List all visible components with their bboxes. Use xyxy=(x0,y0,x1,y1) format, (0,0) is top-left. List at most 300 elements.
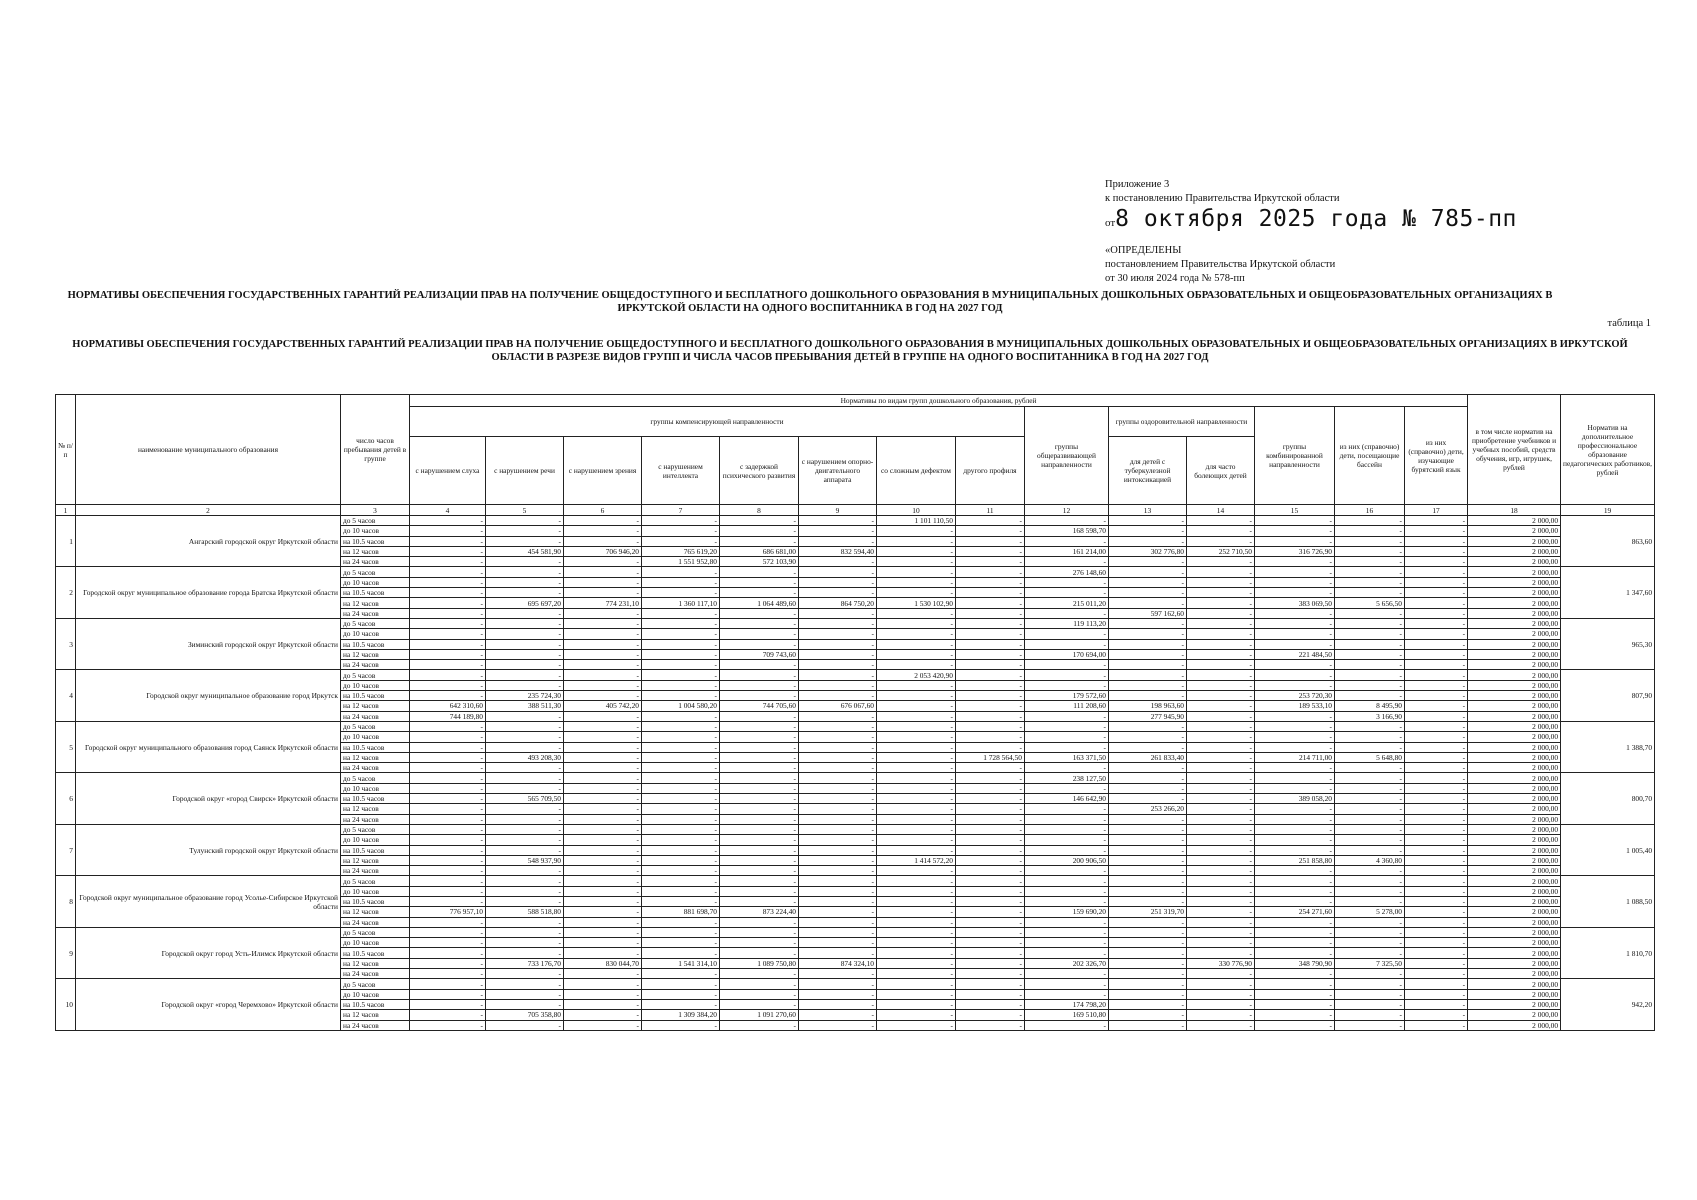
table-cell: - xyxy=(564,896,642,906)
table-cell: - xyxy=(642,876,720,886)
row-number: 6 xyxy=(56,773,76,824)
hours-label: на 12 часов xyxy=(341,855,410,865)
table-cell: - xyxy=(799,794,877,804)
header-num: № п/п xyxy=(56,395,76,505)
table-cell: - xyxy=(410,896,486,906)
table-cell: 1 101 110,50 xyxy=(877,516,956,526)
table-cell: - xyxy=(877,886,956,896)
table-cell: 2 000,00 xyxy=(1468,917,1561,927)
table-cell: - xyxy=(1187,516,1255,526)
table-cell: - xyxy=(1187,886,1255,896)
header-general: группы общеразвивающей направленности xyxy=(1025,407,1109,505)
table-cell: - xyxy=(1109,783,1187,793)
column-number: 5 xyxy=(486,505,564,516)
municipality-name: Тулунский городской округ Иркутской области xyxy=(76,824,341,875)
table-cell: - xyxy=(1405,526,1468,536)
table-cell: - xyxy=(956,938,1025,948)
table-cell: - xyxy=(410,516,486,526)
table-cell: - xyxy=(956,567,1025,577)
table-cell: - xyxy=(1187,845,1255,855)
table-cell: - xyxy=(1109,649,1187,659)
table-cell: - xyxy=(1335,732,1405,742)
table-cell: - xyxy=(1255,835,1335,845)
table-cell: 744 705,60 xyxy=(720,701,799,711)
table-cell: - xyxy=(1109,896,1187,906)
table-cell: 2 000,00 xyxy=(1468,721,1561,731)
table-cell: - xyxy=(410,845,486,855)
hours-label: на 24 часов xyxy=(341,660,410,670)
table-cell: - xyxy=(1187,927,1255,937)
table-cell: - xyxy=(1335,557,1405,567)
table-cell: 1 089 750,80 xyxy=(720,958,799,968)
table-cell: - xyxy=(1255,763,1335,773)
municipality-name: Городской округ «город Черемхово» Иркутской области xyxy=(76,979,341,1030)
table-cell: 1 530 102,90 xyxy=(877,598,956,608)
table-cell: - xyxy=(799,783,877,793)
table-cell: - xyxy=(1405,969,1468,979)
table-cell: - xyxy=(720,618,799,628)
municipality-name: Городской округ муниципального образования город Саянск Иркутской области xyxy=(76,721,341,772)
table-cell: - xyxy=(1255,577,1335,587)
table-cell: - xyxy=(1335,577,1405,587)
column-number: 13 xyxy=(1109,505,1187,516)
table-cell: - xyxy=(486,649,564,659)
table-cell: - xyxy=(877,783,956,793)
table-cell: - xyxy=(1405,608,1468,618)
hours-label: до 5 часов xyxy=(341,927,410,937)
header-complex: со сложным дефектом xyxy=(877,437,956,505)
table-cell: 2 000,00 xyxy=(1468,639,1561,649)
table-cell: - xyxy=(956,896,1025,906)
header-health: группы оздоровительной направленности xyxy=(1109,407,1255,437)
table-cell: 695 697,20 xyxy=(486,598,564,608)
table-cell: - xyxy=(1335,866,1405,876)
table-cell: - xyxy=(1255,979,1335,989)
table-cell: 330 776,90 xyxy=(1187,958,1255,968)
municipality-name: Городской округ муниципальное образование город Иркутск xyxy=(76,670,341,721)
table-cell: - xyxy=(877,752,956,762)
header-buryat: из них (справочно) дети, изучающие бурятский язык xyxy=(1405,407,1468,505)
table-cell: - xyxy=(799,763,877,773)
table-cell: - xyxy=(1335,969,1405,979)
table-cell: - xyxy=(410,866,486,876)
table-cell: 2 000,00 xyxy=(1468,670,1561,680)
table-cell: 565 709,50 xyxy=(486,794,564,804)
table-cell: 873 224,40 xyxy=(720,907,799,917)
table-cell: - xyxy=(1025,783,1109,793)
table-cell: - xyxy=(642,639,720,649)
table-cell: - xyxy=(799,629,877,639)
hours-label: на 12 часов xyxy=(341,649,410,659)
table-cell: - xyxy=(956,639,1025,649)
table-cell: 168 598,70 xyxy=(1025,526,1109,536)
table-cell: - xyxy=(564,732,642,742)
table-cell: - xyxy=(1405,742,1468,752)
table-cell: - xyxy=(410,927,486,937)
table-cell: - xyxy=(1109,742,1187,752)
table-cell: - xyxy=(1109,763,1187,773)
table-cell: 2 000,00 xyxy=(1468,886,1561,896)
table-cell: - xyxy=(799,516,877,526)
table-cell: 832 594,40 xyxy=(799,546,877,556)
table-cell: 2 000,00 xyxy=(1468,629,1561,639)
table-cell: - xyxy=(1187,917,1255,927)
table-cell: - xyxy=(1109,629,1187,639)
table-cell: - xyxy=(1109,845,1187,855)
table-cell: - xyxy=(486,969,564,979)
table-cell: - xyxy=(799,866,877,876)
table-cell: - xyxy=(564,536,642,546)
table-cell: - xyxy=(564,835,642,845)
column-number: 14 xyxy=(1187,505,1255,516)
table-cell: - xyxy=(410,773,486,783)
table-cell: - xyxy=(799,1010,877,1020)
table-cell: - xyxy=(877,938,956,948)
table-cell: - xyxy=(1187,691,1255,701)
table-cell: - xyxy=(720,896,799,906)
hours-label: на 12 часов xyxy=(341,546,410,556)
table-cell: 383 069,50 xyxy=(1255,598,1335,608)
table-cell: - xyxy=(877,588,956,598)
table-cell: 1 004 580,20 xyxy=(642,701,720,711)
table-cell: - xyxy=(1025,814,1109,824)
table-cell: - xyxy=(877,567,956,577)
hours-label: до 5 часов xyxy=(341,567,410,577)
table-cell: - xyxy=(720,814,799,824)
table-cell: - xyxy=(1255,639,1335,649)
hours-label: до 5 часов xyxy=(341,618,410,628)
hours-label: до 5 часов xyxy=(341,824,410,834)
table-cell: - xyxy=(564,691,642,701)
table-cell: - xyxy=(720,824,799,834)
table-row xyxy=(56,979,1655,989)
table-cell: - xyxy=(410,649,486,659)
table-cell: - xyxy=(799,835,877,845)
table-cell: 4 360,80 xyxy=(1335,855,1405,865)
table-cell: - xyxy=(799,742,877,752)
table-cell: - xyxy=(1405,649,1468,659)
table-cell: 174 798,20 xyxy=(1025,999,1109,1009)
table-cell: - xyxy=(486,999,564,1009)
table-cell: - xyxy=(1405,629,1468,639)
table-cell: - xyxy=(720,536,799,546)
table-cell: 2 000,00 xyxy=(1468,804,1561,814)
table-cell: - xyxy=(799,660,877,670)
table-cell: - xyxy=(1109,824,1187,834)
table-cell: - xyxy=(1335,824,1405,834)
table-cell: - xyxy=(410,1020,486,1030)
table-cell: 389 058,20 xyxy=(1255,794,1335,804)
table-cell: - xyxy=(486,917,564,927)
hours-label: до 5 часов xyxy=(341,876,410,886)
table-cell: - xyxy=(410,691,486,701)
table-cell: 179 572,60 xyxy=(1025,691,1109,701)
table-cell: - xyxy=(877,649,956,659)
municipality-name: Городской округ город Усть-Илимск Иркутской области xyxy=(76,927,341,978)
municipality-name: Городской округ «город Свирск» Иркутской области xyxy=(76,773,341,824)
table-cell: - xyxy=(486,866,564,876)
table-cell: - xyxy=(564,824,642,834)
table-cell: - xyxy=(720,989,799,999)
table-cell: - xyxy=(1025,876,1109,886)
table-cell: - xyxy=(1405,763,1468,773)
table-cell: - xyxy=(720,927,799,937)
table-cell: - xyxy=(956,1020,1025,1030)
table-cell: - xyxy=(1335,896,1405,906)
table-cell: - xyxy=(1405,773,1468,783)
table-cell: - xyxy=(956,557,1025,567)
table-cell: - xyxy=(410,824,486,834)
column-number: 6 xyxy=(564,505,642,516)
table-cell: - xyxy=(564,876,642,886)
table-cell: - xyxy=(486,824,564,834)
row-number: 5 xyxy=(56,721,76,772)
table-cell: 111 208,60 xyxy=(1025,701,1109,711)
table-cell: - xyxy=(410,721,486,731)
table-cell: - xyxy=(1109,876,1187,886)
table-cell: - xyxy=(486,927,564,937)
table-cell: - xyxy=(1025,938,1109,948)
table-cell: - xyxy=(956,536,1025,546)
column-number: 9 xyxy=(799,505,877,516)
hours-label: до 10 часов xyxy=(341,526,410,536)
table-cell: - xyxy=(956,516,1025,526)
table-cell: - xyxy=(410,660,486,670)
table-cell: 864 750,20 xyxy=(799,598,877,608)
table-cell: - xyxy=(1109,969,1187,979)
table-cell: - xyxy=(1025,536,1109,546)
table-cell: - xyxy=(1187,896,1255,906)
table-cell: - xyxy=(410,835,486,845)
table-cell: 2 000,00 xyxy=(1468,536,1561,546)
hours-label: до 10 часов xyxy=(341,835,410,845)
table-cell: - xyxy=(642,989,720,999)
table-cell: 348 790,90 xyxy=(1255,958,1335,968)
table-cell: - xyxy=(486,567,564,577)
table-cell: - xyxy=(1187,794,1255,804)
table-cell: 2 000,00 xyxy=(1468,598,1561,608)
table-cell: 2 000,00 xyxy=(1468,649,1561,659)
table-cell: - xyxy=(1187,804,1255,814)
table-cell: - xyxy=(1187,721,1255,731)
table-cell: - xyxy=(720,763,799,773)
table-cell: - xyxy=(564,989,642,999)
table-cell: - xyxy=(956,680,1025,690)
hours-label: на 24 часов xyxy=(341,917,410,927)
table-cell: - xyxy=(1109,557,1187,567)
table-cell: - xyxy=(1025,588,1109,598)
table-cell: 276 148,60 xyxy=(1025,567,1109,577)
table-cell: - xyxy=(1187,526,1255,536)
table-cell: - xyxy=(1109,1010,1187,1020)
table-cell: - xyxy=(1335,721,1405,731)
additional-normative: 863,60 xyxy=(1561,516,1655,567)
table-cell: - xyxy=(564,567,642,577)
table-cell: - xyxy=(410,608,486,618)
table-cell: - xyxy=(410,588,486,598)
table-cell: 388 511,30 xyxy=(486,701,564,711)
table-cell: - xyxy=(486,608,564,618)
table-cell: - xyxy=(877,989,956,999)
table-cell: - xyxy=(486,577,564,587)
table-cell: - xyxy=(1025,711,1109,721)
table-cell: - xyxy=(642,824,720,834)
table-cell: - xyxy=(564,618,642,628)
table-cell: - xyxy=(1255,608,1335,618)
hours-label: на 10.5 часов xyxy=(341,948,410,958)
table-cell: - xyxy=(642,536,720,546)
table-cell: - xyxy=(1335,773,1405,783)
table-cell: - xyxy=(877,835,956,845)
table-cell: 2 000,00 xyxy=(1468,794,1561,804)
table-cell: - xyxy=(1109,536,1187,546)
table-cell: 2 000,00 xyxy=(1468,732,1561,742)
table-cell: - xyxy=(1335,588,1405,598)
table-cell: - xyxy=(1335,845,1405,855)
table-cell: - xyxy=(1405,896,1468,906)
table-cell: - xyxy=(956,866,1025,876)
table-cell: - xyxy=(410,989,486,999)
hours-label: на 10.5 часов xyxy=(341,691,410,701)
table-cell: - xyxy=(642,917,720,927)
table-cell: - xyxy=(720,691,799,701)
table-cell: - xyxy=(410,670,486,680)
table-cell: - xyxy=(1025,1020,1109,1030)
table-cell: 881 698,70 xyxy=(642,907,720,917)
table-row xyxy=(56,516,1655,526)
table-cell: 1 309 384,20 xyxy=(642,1010,720,1020)
table-cell: - xyxy=(1335,1020,1405,1030)
table-cell: - xyxy=(720,608,799,618)
table-cell: - xyxy=(799,907,877,917)
table-cell: - xyxy=(799,567,877,577)
table-cell: - xyxy=(410,855,486,865)
table-cell: - xyxy=(956,588,1025,598)
table-cell: - xyxy=(410,876,486,886)
table-cell: - xyxy=(1109,639,1187,649)
table-cell: - xyxy=(877,814,956,824)
table-cell: - xyxy=(1025,629,1109,639)
row-number: 8 xyxy=(56,876,76,927)
column-number: 2 xyxy=(76,505,341,516)
table-cell: - xyxy=(720,639,799,649)
table-cell: - xyxy=(1255,567,1335,577)
table-cell: 572 103,90 xyxy=(720,557,799,567)
table-cell: - xyxy=(799,999,877,1009)
table-cell: - xyxy=(1187,660,1255,670)
table-cell: - xyxy=(1025,516,1109,526)
hours-label: до 10 часов xyxy=(341,732,410,742)
table-cell: 1 064 489,60 xyxy=(720,598,799,608)
table-cell: 5 278,00 xyxy=(1335,907,1405,917)
table-cell: - xyxy=(956,824,1025,834)
column-number: 16 xyxy=(1335,505,1405,516)
table-cell: - xyxy=(799,969,877,979)
table-cell: - xyxy=(877,999,956,1009)
table-cell: - xyxy=(410,979,486,989)
table-cell: - xyxy=(486,948,564,958)
table-cell: 2 000,00 xyxy=(1468,577,1561,587)
table-cell: 251 319,70 xyxy=(1109,907,1187,917)
table-cell: - xyxy=(1187,969,1255,979)
table-cell: - xyxy=(410,577,486,587)
table-cell: - xyxy=(1109,1020,1187,1030)
table-cell: - xyxy=(956,608,1025,618)
table-cell: 146 642,90 xyxy=(1025,794,1109,804)
hours-label: на 12 часов xyxy=(341,907,410,917)
table-cell: - xyxy=(564,855,642,865)
table-cell: - xyxy=(956,958,1025,968)
table-cell: 1 551 952,80 xyxy=(642,557,720,567)
table-cell: - xyxy=(1405,639,1468,649)
table-cell: - xyxy=(1187,1010,1255,1020)
column-number: 8 xyxy=(720,505,799,516)
table-cell: - xyxy=(642,886,720,896)
table-cell: - xyxy=(1405,577,1468,587)
table-cell: - xyxy=(1405,948,1468,958)
table-cell: - xyxy=(564,804,642,814)
table-cell: - xyxy=(720,516,799,526)
table-cell: 254 271,60 xyxy=(1255,907,1335,917)
table-cell: - xyxy=(1405,999,1468,1009)
table-cell: - xyxy=(1025,989,1109,999)
table-cell: - xyxy=(1405,701,1468,711)
table-cell: - xyxy=(564,763,642,773)
table-cell: - xyxy=(564,680,642,690)
table-cell: - xyxy=(486,876,564,886)
table-cell: - xyxy=(642,721,720,731)
hours-label: на 12 часов xyxy=(341,958,410,968)
table-cell: - xyxy=(799,752,877,762)
table-cell: - xyxy=(877,526,956,536)
table-cell: - xyxy=(642,742,720,752)
document-title: НОРМАТИВЫ ОБЕСПЕЧЕНИЯ ГОСУДАРСТВЕННЫХ ГАРАНТИЙ РЕАЛИЗАЦИИ ПРАВ НА ПОЛУЧЕНИЕ ОБЩЕДОСТУПНОГО И БЕСПЛАТНОГО ДОШКОЛЬНОГО ОБРАЗОВАНИЯ В МУНИЦИПАЛЬНЫХ ДОШКОЛЬНЫХ ОБРАЗОВАТЕЛЬНЫХ И ОБЩЕОБРАЗОВАТЕЛЬНЫХ ОРГАНИЗАЦИЯХ В ИРКУТСКОЙ ОБЛАСТИ НА ОДНОГО ВОСПИТАННИКА В ГОД НА 2027 ГОД xyxy=(67,290,1553,314)
table-cell: - xyxy=(799,896,877,906)
table-cell: 405 742,20 xyxy=(564,701,642,711)
table-title: НОРМАТИВЫ ОБЕСПЕЧЕНИЯ ГОСУДАРСТВЕННЫХ ГАРАНТИЙ РЕАЛИЗАЦИИ ПРАВ НА ПОЛУЧЕНИЕ ОБЩЕДОСТУПНОГО И БЕСПЛАТНОГО ДОШКОЛЬНОГО ОБРАЗОВАНИЯ В МУНИЦИПАЛЬНЫХ ДОШКОЛЬНЫХ ОБРАЗОВАТЕЛЬНЫХ И ОБЩЕОБРАЗОВАТЕЛЬНЫХ ОРГАНИЗАЦИЯХ В ИРКУТСКОЙ ОБЛАСТИ В РАЗРЕЗЕ ВИДОВ ГРУПП И ЧИСЛА ЧАСОВ ПРЕБЫВАНИЯ ДЕТЕЙ В ГРУППЕ НА ОДНОГО ВОСПИТАННИКА В ГОД НА 2027 ГОД xyxy=(72,339,1628,363)
column-number: 17 xyxy=(1405,505,1468,516)
table-cell: - xyxy=(564,577,642,587)
normatives-table xyxy=(55,394,1655,1031)
table-cell: - xyxy=(1335,516,1405,526)
table-cell: - xyxy=(486,711,564,721)
table-cell: 709 743,60 xyxy=(720,649,799,659)
table-cell: - xyxy=(799,557,877,567)
table-cell: 214 711,00 xyxy=(1255,752,1335,762)
table-row xyxy=(56,567,1655,577)
table-cell: - xyxy=(1405,917,1468,927)
table-cell: - xyxy=(642,763,720,773)
table-cell: - xyxy=(956,732,1025,742)
table-cell: 170 694,00 xyxy=(1025,649,1109,659)
hours-label: до 10 часов xyxy=(341,938,410,948)
table-cell: - xyxy=(1255,886,1335,896)
additional-normative: 807,90 xyxy=(1561,670,1655,721)
table-cell: - xyxy=(1109,999,1187,1009)
table-cell: - xyxy=(799,927,877,937)
table-cell: - xyxy=(486,588,564,598)
table-cell: - xyxy=(1405,886,1468,896)
table-row xyxy=(56,824,1655,834)
table-cell: - xyxy=(1025,886,1109,896)
table-cell: - xyxy=(1187,855,1255,865)
table-cell: - xyxy=(1255,618,1335,628)
table-cell: - xyxy=(1255,927,1335,937)
table-cell: 161 214,00 xyxy=(1025,546,1109,556)
table-cell: - xyxy=(877,618,956,628)
row-number: 7 xyxy=(56,824,76,875)
table-cell: - xyxy=(410,814,486,824)
